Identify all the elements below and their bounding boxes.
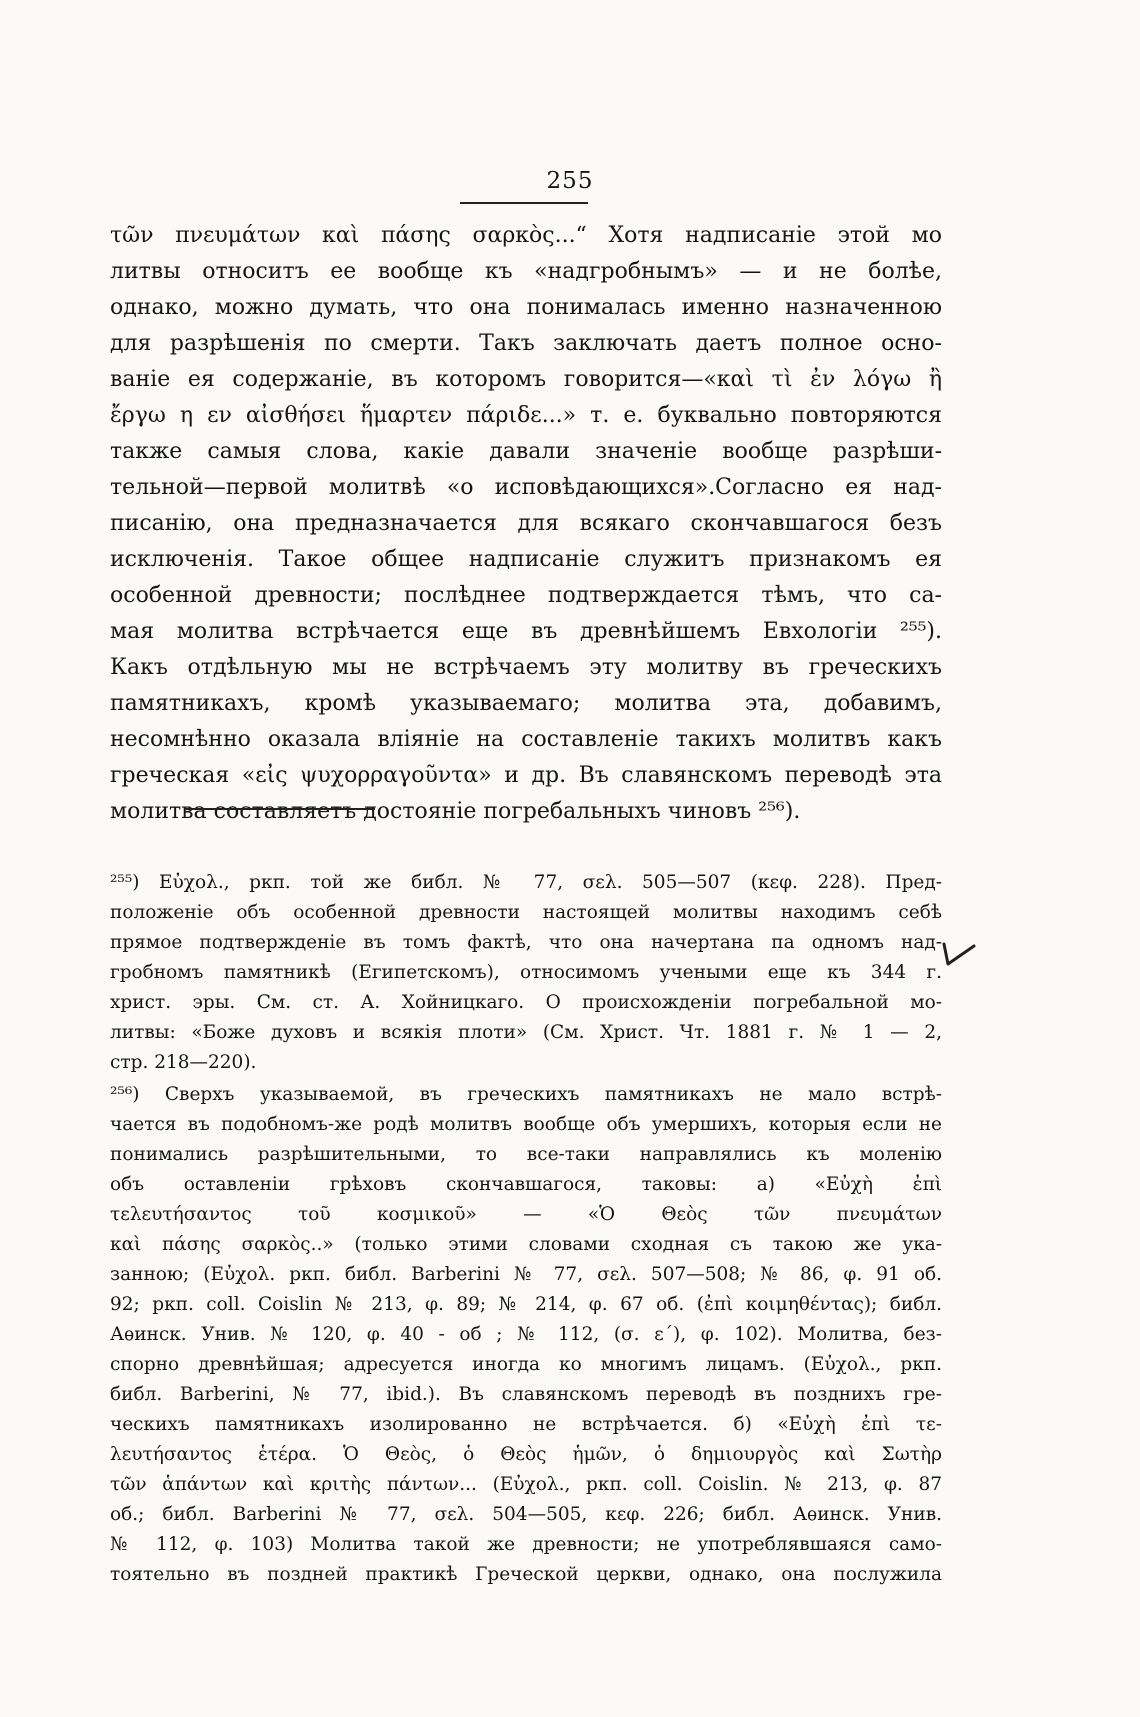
body-line: для разрѣшенія по смерти. Такъ заключать даетъ полное осно- [110,331,942,356]
footnote-line: понимались разрѣшительными, то все-таки направлялись къ моленію [110,1144,942,1165]
body-line: также самыя слова, какіе давали значеніе вообще разрѣши- [110,439,942,464]
footnote-line: об.; библ. Barberini № 77, σελ. 504—505, κεφ. 226; библ. Аѳинск. Унив. [110,1504,942,1525]
footnote-line: ²⁵⁶) Сверхъ указываемой, въ греческихъ памятникахъ не мало встрѣ- [110,1084,942,1105]
footnote-line: объ оставленіи грѣховъ скончавшагося, таковы: а) «Εὐχὴ ἐπὶ [110,1174,942,1195]
footnote-line: тоятельно въ поздней практикѣ Греческой церкви, однако, она послужила [110,1564,942,1585]
footnote-line: христ. эры. См. ст. А. Хойницкаго. О происхожденіи погребальной мо- [110,992,942,1013]
footnote-line: спорно древнѣйшая; адресуется иногда ко многимъ лицамъ. (Εὐχολ., ркп. [110,1354,942,1375]
footnote-line: τελευτήσαντος τοῦ κοσμικοῦ» — «Ὁ Θεὸς τῶν πνευμάτων [110,1204,942,1225]
page-number-rule [460,202,588,204]
footnote-line: ческихъ памятникахъ изолированно не встрѣчается. б) «Εὐχὴ ἐπὶ τε- [110,1414,942,1435]
body-line: исключенія. Такое общее надписаніе служитъ признакомъ ея [110,547,942,572]
body-line: молитва составляетъ достояніе погребальныхъ чиновъ ²⁵⁶). [110,799,801,824]
footnote-line: стр. 218—220). [110,1052,257,1073]
body-line: ваніе ея содержаніе, въ которомъ говорится—«καὶ τὶ ἐν λόγω ἢ [110,367,942,392]
footnote-line: гробномъ памятникѣ (Египетскомъ), относимомъ учеными еще къ 344 г. [110,962,942,983]
footnote-line: № 112, φ. 103) Молитва такой же древности; не употреблявшаяся само- [110,1534,942,1555]
margin-check-mark-icon [940,938,980,968]
body-line: ἔργω η εν αἰσθήσει ἥμαρτεν πάριδε...» т. е. буквально повторяются [110,403,942,428]
body-line: литвы относитъ ее вообще къ «надгробнымъ» — и не болѣе, [110,259,942,284]
body-line: тельной—первой молитвѣ «о исповѣдающихся».Согласно ея над- [110,475,942,500]
footnote-line: чается въ подобномъ-же родѣ молитвъ вообще объ умершихъ, которыя если не [110,1114,942,1135]
footnote-line: 92; ркп. coll. Coislin № 213, φ. 89; № 214, φ. 67 об. (ἐπὶ κοιμηθέντας); библ. [110,1294,942,1315]
footnote-line: занною; (Εὐχολ. ркп. библ. Barberini № 77, σελ. 507—508; № 86, φ. 91 об. [110,1264,942,1285]
footnote-line: положеніе объ особенной древности настоящей молитвы находимъ себѣ [110,902,942,923]
footnote-line: библ. Barberini, № 77, ibid.). Въ славянскомъ переводѣ въ позднихъ гре- [110,1384,942,1405]
body-line: особенной древности; послѣднее подтверждается тѣмъ, что са- [110,583,942,608]
body-line: греческая «εἰς ψυχορραγοῦντα» и др. Въ славянскомъ переводѣ эта [110,763,942,788]
page-number: 255 [546,168,594,194]
body-line: τῶν πνευμάτων καὶ πάσης σαρκὸς...“ Хотя надписаніе этой мо [110,223,942,248]
body-line: несомнѣнно оказала вліяніе на составленіе такихъ молитвъ какъ [110,727,942,752]
body-line: писанію, она предназначается для всякаго скончавшагося безъ [110,511,942,536]
body-line: мая молитва встрѣчается еще въ древнѣйшемъ Евхологіи ²⁵⁵). [110,619,942,644]
body-line: однако, можно думать, что она понималась именно назначенною [110,295,942,320]
footnote-line: καὶ πάσης σαρκὸς..» (только этими словами сходная съ такою же ука- [110,1234,942,1255]
footnote-line: прямое подтвержденіе въ томъ фактѣ, что она начертана па одномъ над- [110,932,942,953]
footnote-line: Аѳинск. Унив. № 120, φ. 40 - об ; № 112, (σ. ε΄), φ. 102). Молитва, без- [110,1324,942,1345]
footnote-line: литвы: «Боже духовъ и всякія плоти» (См. Христ. Чт. 1881 г. № 1 — 2, [110,1022,942,1043]
footnote-line: λευτήσαντος ἑτέρα. Ὁ Θεὸς, ὁ Θεὸς ἡμῶν, ὁ δημιουργὸς καὶ Σωτὴρ [110,1444,942,1465]
footnote-rule [185,808,375,810]
body-line: памятникахъ, кромѣ указываемаго; молитва эта, добавимъ, [110,691,942,716]
footnote-line: ²⁵⁵) Εὐχολ., ркп. той же библ. № 77, σελ. 505—507 (κεφ. 228). Пред- [110,872,942,893]
footnote-line: τῶν ἁπάντων καὶ κριτὴς πάντων... (Εὐχολ., ркп. coll. Coislin. № 213, φ. 87 [110,1474,942,1495]
body-line: Какъ отдѣльную мы не встрѣчаемъ эту молитву въ греческихъ [110,655,942,680]
